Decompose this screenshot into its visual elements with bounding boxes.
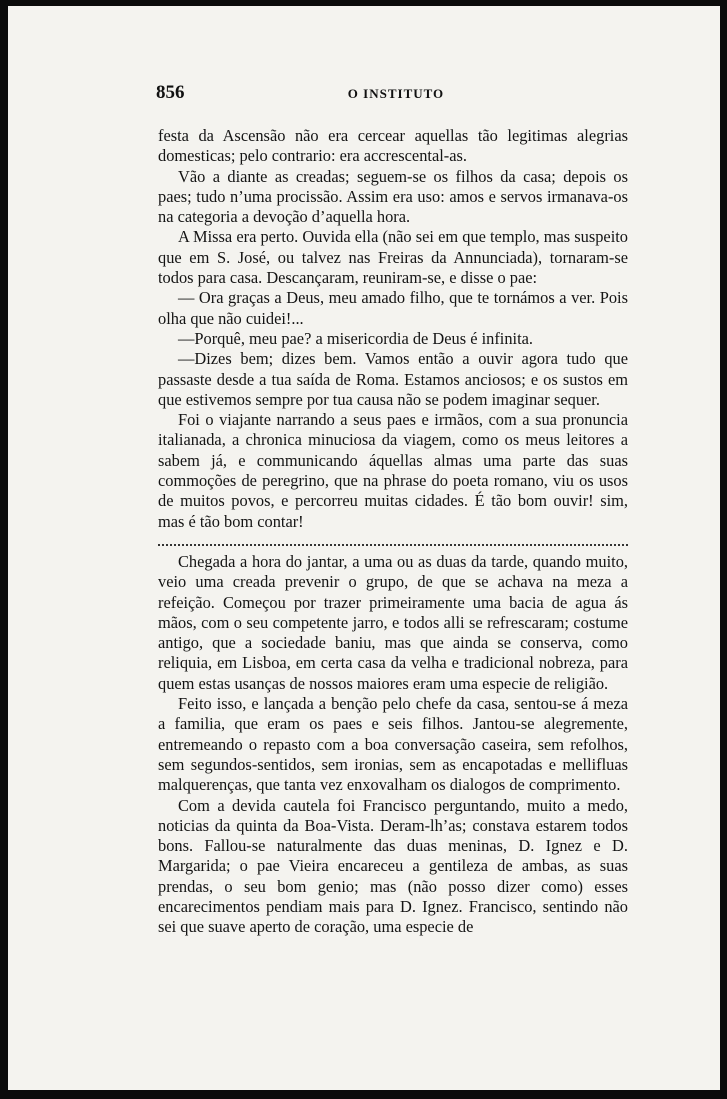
paragraph-9: Feito isso, e lançada a benção pelo chefe da casa, sentou-se á meza a familia, que eram os paes e seis filhos. Jantou-se alegremente, entremeando o repasto com a boa conversação caseira, sem refolhos, sem segundos-sentidos, sem ironias, sem as encapotadas e mellifluas malquerenças, que tanta vez enxovalham os dialogos de comprimento.: [158, 694, 628, 795]
paragraph-3: A Missa era perto. Ouvida ella (não sei em que templo, mas suspeito que em S. José, ou talvez nas Freiras da Annunciada), tornaram-se todos para casa. Descançaram, reuniram-se, e disse o pae:: [158, 227, 628, 288]
body-text: [158, 126, 628, 938]
paragraph-1: festa da Ascensão não era cercear aquellas tão legitimas alegrias domesticas; pelo contrario: era accrescental-as.: [158, 126, 628, 166]
paragraph-8: Chegada a hora do jantar, a uma ou as duas da tarde, quando muito, veio uma creada prevenir o grupo, de que se achava na meza a refeição. Começou por trazer primeiramente uma bacia de agua ás mãos, com o seu competente jarro, e todos alli se refrescaram; costume antigo, que a sociedade baniu, mas que ainda se conserva, como reliquia, em Lisboa, em certa casa da velha e tradicional nobreza, para quem estas usanças de nossos maiores eram uma especie de religião.: [158, 551, 628, 693]
paragraph-5: —Porquê, meu pae? a misericordia de Deus é infinita.: [178, 328, 534, 348]
paragraph-6: —Dizes bem; dizes bem. Vamos então a ouvir agora tudo que passaste desde a tua saída de Roma. Estamos anciosos; e os sustos em que estivemos sempre por tua causa não se podem imaginar sequer.: [158, 349, 628, 409]
paragraph-4: — Ora graças a Deus, meu amado filho, que te tornámos a ver. Pois olha que não cuidei!...: [158, 288, 628, 328]
paragraph-2: Vão a diante as creadas; seguem-se os filhos da casa; depois os paes; tudo n’uma procissão. Assim era uso: amos e servos irmanava-os na categoria a devoção d’aquella hora.: [158, 166, 628, 227]
page-header: [156, 82, 636, 104]
section-divider-dots: [158, 536, 628, 546]
book-page: [8, 6, 720, 1090]
page-number: 856: [156, 82, 185, 103]
paragraph-7: Foi o viajante narrando a seus paes e irmãos, com a sua pronuncia italianada, a chronica minuciosa da viagem, como os meus leitores a sabem já, e communicando áquellas almas uma parte das suas commoções de peregrino, que na phrase do poeta romano, viu os usos de muitos povos, e percorreu muitas cidades. É tão bom ouvir! sim, mas é tão bom contar!: [158, 410, 628, 531]
running-title: O INSTITUTO: [347, 86, 445, 101]
paragraph-10: Com a devida cautela foi Francisco perguntando, muito a medo, noticias da quinta da Boa-Vista. Deram-lh’as; constava estarem todos bons. Fallou-se naturalmente das duas meninas, D. Ignez e D. Margarida; o pae Vieira encareceu a gentileza de ambas, as suas prendas, o seu bom genio; mas (não posso dizer como) esses encarecimentos pendiam mais para D. Ignez. Francisco, sentindo não sei que suave aperto de coração, uma especie de: [158, 795, 628, 937]
